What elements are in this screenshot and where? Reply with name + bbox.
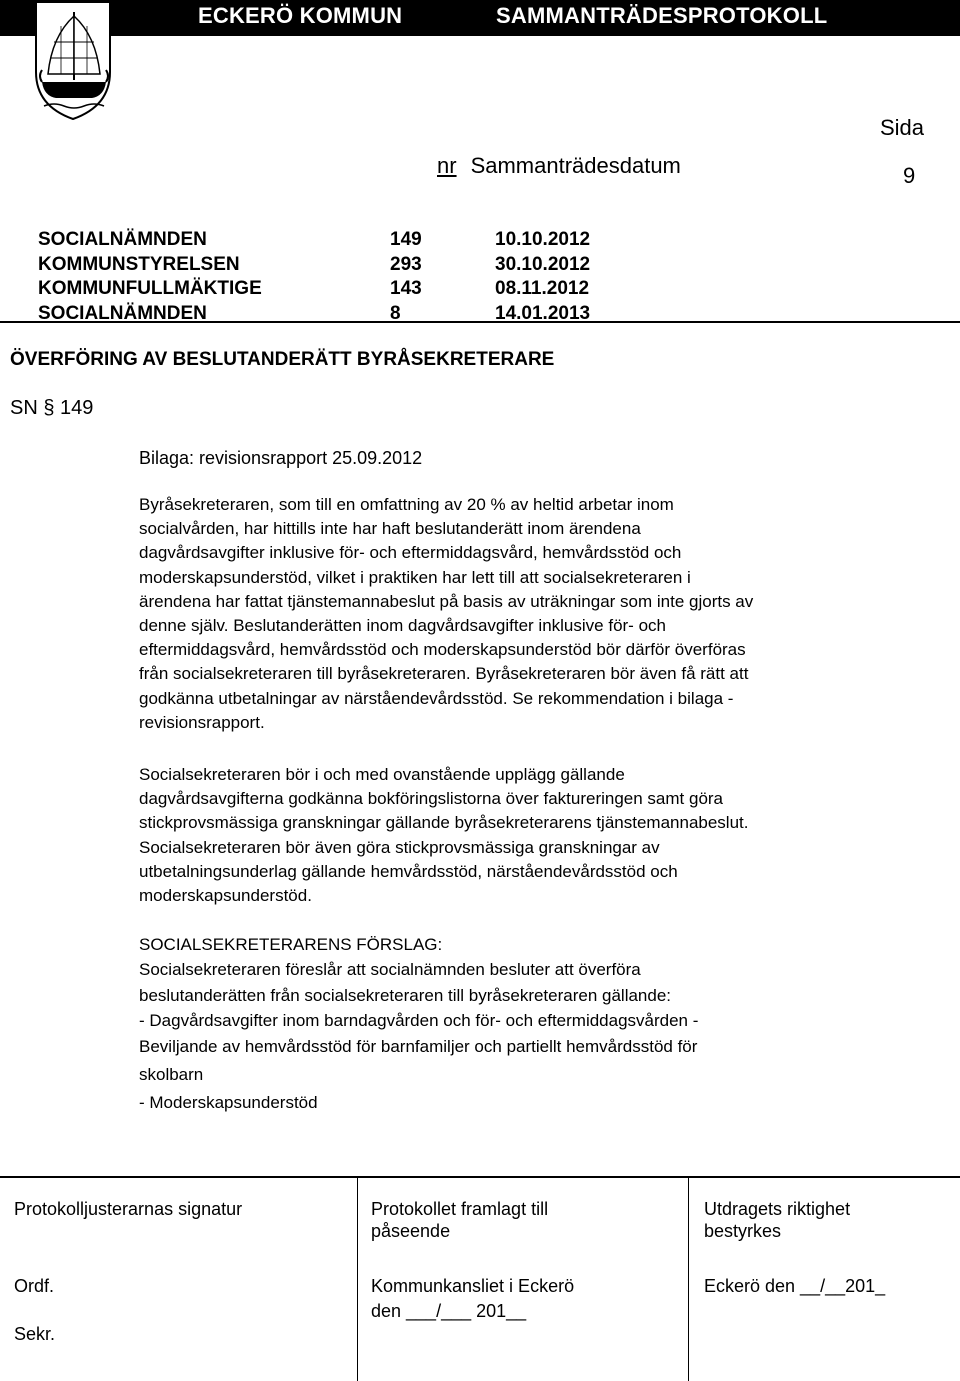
proposal-heading: SOCIALSEKRETERARENS FÖRSLAG:	[139, 935, 443, 954]
display-place: Kommunkansliet i Eckerö	[371, 1276, 575, 1296]
chair-label: Ordf.	[14, 1276, 55, 1296]
text-line: skolbarn	[139, 1064, 204, 1084]
reference-body: KOMMUNFULLMÄKTIGE	[38, 278, 262, 299]
text-line: moderskapsunderstöd, vilket i praktiken har lett till att socialsekreteraren i	[139, 567, 691, 587]
paragraph-control	[139, 763, 929, 908]
text-line: moderskapsunderstöd.	[139, 885, 312, 905]
text-line: ärendena har fattat tjänstemannabeslut på basis av uträkningar som inte gjorts av	[139, 591, 754, 611]
adjusters-heading: Protokolljusterarnas signatur	[14, 1199, 243, 1219]
text-line: dagvårdsavgifter inklusive för- och eftermiddagsvård, hemvårdsstöd och	[139, 543, 682, 563]
text-line: utbetalningsunderlag gällande hemvårdsstöd, närståendevårdsstöd och	[139, 861, 678, 881]
display-heading-line1: Protokollet framlagt till	[371, 1199, 549, 1219]
attachment-reference: Bilaga: revisionsrapport 25.09.2012	[139, 448, 423, 468]
text-line: dagvårdsavgifterna godkänna bokföringslistorna över faktureringen samt göra	[139, 789, 724, 809]
meeting-header	[437, 153, 681, 179]
reference-divider	[0, 321, 960, 323]
municipality-name: ECKERÖ KOMMUN	[198, 3, 403, 28]
reference-body: SOCIALNÄMNDEN	[38, 302, 207, 324]
page-label: Sida	[880, 115, 925, 140]
section-number: SN § 149	[10, 397, 94, 419]
display-date: den ___/___ 201__	[371, 1301, 527, 1321]
text-line: denne själv. Beslutanderätten inom dagvårdsavgifter inklusive för- och	[139, 615, 666, 635]
reference-number: 143	[390, 278, 422, 299]
text-line: Socialsekreteraren bör även göra stickprovsmässiga granskningar av	[139, 837, 660, 857]
reference-body: KOMMUNSTYRELSEN	[38, 253, 240, 275]
page-number: 9	[903, 163, 916, 188]
coat-of-arms-logo	[34, 2, 112, 120]
text-line: socialvården, har hittills inte har haft beslutanderätt inom ärendena	[139, 519, 641, 539]
reference-date: 14.01.2013	[495, 302, 591, 324]
text-line: Socialsekreteraren bör i och med ovanstående upplägg gällande	[139, 765, 625, 784]
reference-body: SOCIALNÄMNDEN	[38, 229, 207, 250]
reference-date: 08.11.2012	[495, 278, 590, 299]
text-line: - Moderskapsunderstöd	[139, 1092, 318, 1112]
certification-date: Eckerö den __/__201_	[704, 1276, 886, 1296]
signature-column-adjusters	[0, 1178, 358, 1381]
signature-column-certification	[690, 1178, 960, 1381]
reference-number: 293	[390, 253, 422, 275]
header-band	[0, 0, 960, 36]
reference-date: 30.10.2012	[495, 253, 591, 275]
text-line: revisionsrapport.	[139, 712, 265, 732]
reference-date: 10.10.2012	[495, 229, 591, 250]
certification-heading-line1: Utdragets riktighet	[704, 1199, 851, 1219]
text-line: Byråsekreteraren, som till en omfattning av 20 % av heltid arbetar inom	[139, 495, 674, 514]
text-line: - Dagvårdsavgifter inom barndagvården och för- och eftermiddagsvården -	[139, 1011, 699, 1031]
paragraph-background	[139, 493, 929, 735]
text-line: eftermiddagsvård, hemvårdsstöd och moderskapsunderstöd bör därför överföras	[139, 640, 746, 660]
text-line: stickprovsmässiga granskningar gällande byråsekreterarens tjänstemannabeslut.	[139, 813, 749, 833]
signature-column-display	[357, 1178, 689, 1381]
text-line: Beviljande av hemvårdsstöd för barnfamiljer och partiellt hemvårdsstöd för	[139, 1036, 698, 1056]
meeting-date-label: Sammanträdesdatum	[470, 153, 681, 178]
proposal-section	[139, 933, 929, 1116]
document-title: ÖVERFÖRING AV BESLUTANDERÄTT BYRÅSEKRETERARE	[10, 349, 555, 370]
secretary-label: Sekr.	[14, 1324, 56, 1344]
reference-number: 149	[390, 229, 422, 250]
text-line: från socialsekreteraren till byråsekreteraren. Byråsekreteraren bör även få rätt att	[139, 664, 749, 684]
certification-heading-line2: bestyrkes	[704, 1221, 782, 1241]
text-line: beslutanderätten från socialsekreteraren till byråsekreteraren gällande:	[139, 985, 672, 1005]
display-heading-line2: påseende	[371, 1221, 451, 1241]
signature-block	[0, 1176, 960, 1381]
document-type: SAMMANTRÄDESPROTOKOLL	[496, 3, 828, 28]
reference-number: 8	[390, 302, 401, 324]
text-line: Socialsekreteraren föreslår att socialnämnden besluter att överföra	[139, 960, 641, 980]
nr-label: nr	[437, 153, 457, 178]
text-line: godkänna utbetalningar av närståendevårdsstöd. Se rekommendation i bilaga -	[139, 688, 734, 708]
